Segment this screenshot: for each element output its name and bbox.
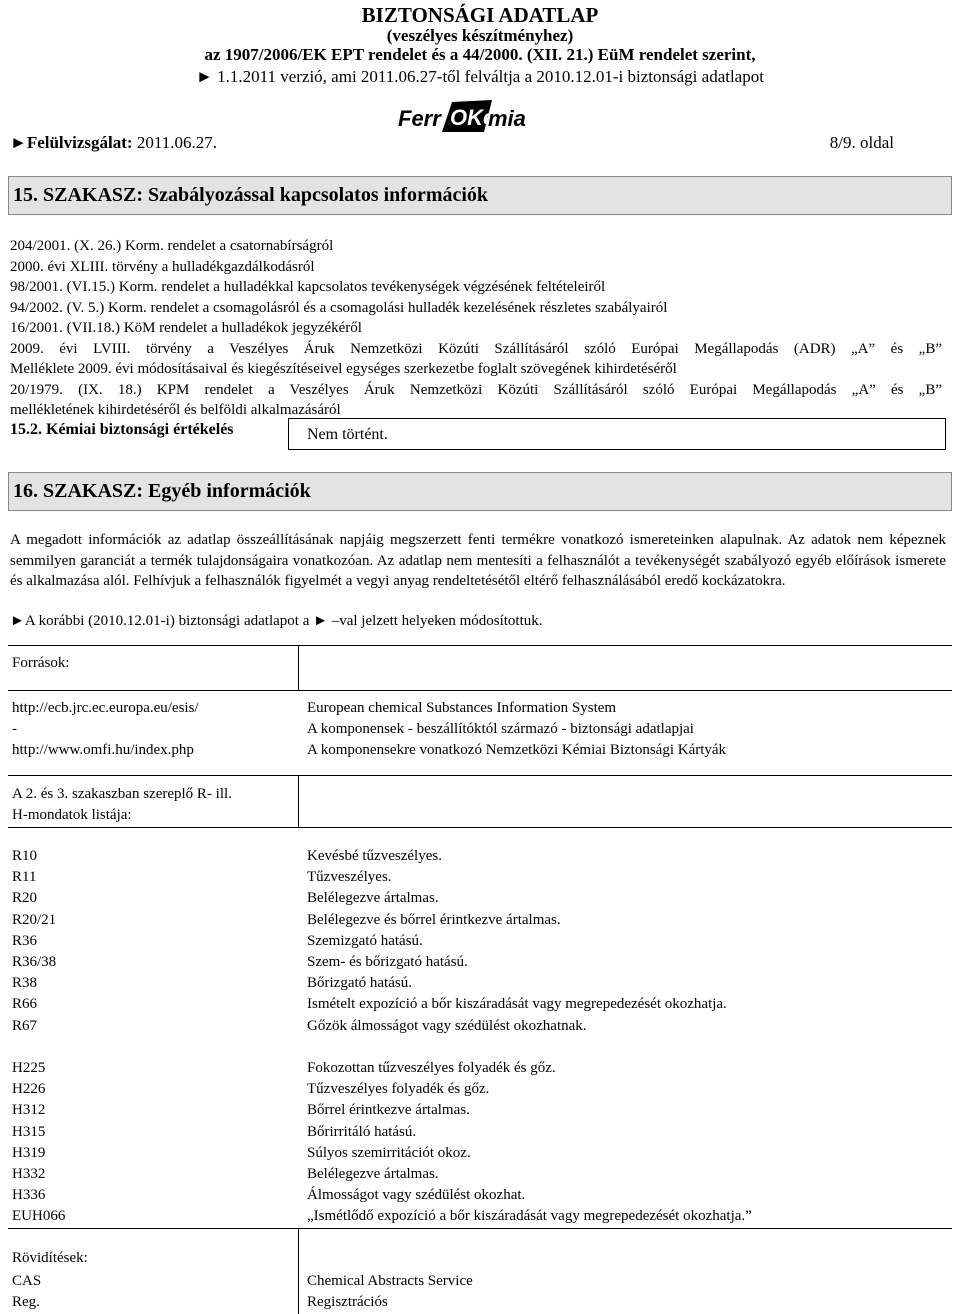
- h-phrase-text: Súlyos szemirritációt okoz.: [307, 1144, 471, 1161]
- sources-label: Források:: [12, 655, 70, 671]
- review-label: ►Felülvizsgálat:: [10, 133, 133, 152]
- divider: [298, 645, 299, 690]
- r-phrase-text: Szem- és bőrizgató hatású.: [307, 954, 468, 971]
- divider: [8, 827, 952, 828]
- review-info: [10, 133, 217, 153]
- ferrokemia-logo: [396, 96, 526, 136]
- r-phrase-text: Szemizgató hatású.: [307, 932, 423, 949]
- r-phrase-text: Kevésbé tűzveszélyes.: [307, 848, 442, 864]
- h-phrase-text: „Ismétlődő expozíció a bőr kiszáradását vagy megrepedezését okozhatja.”: [307, 1208, 752, 1225]
- section-15-regulations: [10, 236, 942, 421]
- document-subtitle: (veszélyes készítményhez): [386, 26, 574, 45]
- r-phrase-text: Belélegezve és bőrrel érintkezve ártalmas.: [307, 911, 561, 928]
- h-phrase-text: Bőrirritáló hatású.: [307, 1123, 417, 1140]
- divider: [8, 645, 952, 646]
- abbrev-text: Regisztrációs: [307, 1294, 388, 1311]
- abbrev-label: Rövidítések:: [12, 1250, 88, 1266]
- regulation-item: mellékletének kihirdetéséről és belföldi alkalmazásáról: [10, 402, 341, 418]
- phrases-label-line: H-mondatok listája:: [12, 807, 132, 824]
- h-phrase-code: H315: [12, 1123, 46, 1140]
- h-phrase-code: H225: [12, 1060, 46, 1076]
- divider: [298, 1228, 299, 1314]
- h-phrase-text: Álmosságot vagy szédülést okozhat.: [307, 1187, 526, 1204]
- h-phrase-code: H226: [12, 1081, 46, 1098]
- regulation-item: 94/2002. (V. 5.) Korm. rendelet a csomagolásról és a csomagolási hulladék kezelésének részletes szabályairól: [10, 299, 668, 316]
- r-phrase-texts: [307, 846, 727, 1037]
- svg-text:OKé: OKé: [450, 105, 496, 130]
- regulation-item: 16/2001. (VII.18.) KöM rendelet a hulladékok jegyzékéről: [10, 320, 362, 336]
- source-url: http://www.omfi.hu/index.php: [12, 742, 194, 759]
- r-phrase-code: R36/38: [12, 954, 57, 971]
- r-phrase-text: Bőrizgató hatású.: [307, 975, 412, 992]
- divider: [298, 775, 299, 827]
- chem-safety-value: Nem történt.: [307, 426, 388, 443]
- r-phrase-codes: [12, 846, 56, 1037]
- abbrev-text: Chemical Abstracts Service: [307, 1273, 473, 1289]
- h-phrase-text: Fokozottan tűzveszélyes folyadék és gőz.: [307, 1060, 556, 1076]
- source-description: European chemical Substances Information System: [307, 700, 617, 716]
- review-date: 2011.06.27.: [136, 133, 217, 152]
- h-phrase-codes: [12, 1058, 65, 1228]
- chem-safety-label: 15.2. Kémiai biztonsági értékelés: [10, 421, 234, 438]
- sources-right-column: [307, 698, 726, 762]
- h-phrase-text: Belélegezve ártalmas.: [307, 1166, 439, 1183]
- h-phrase-code: H336: [12, 1187, 46, 1204]
- section-15-heading: 15. SZAKASZ: Szabályozással kapcsolatos információk: [8, 176, 952, 215]
- document-title: BIZTONSÁGI ADATLAP: [361, 3, 599, 27]
- r-phrase-code: R10: [12, 848, 38, 864]
- regulation-line: az 1907/2006/EK EPT rendelet és a 44/2000. (XII. 21.) EüM rendelet szerint,: [204, 45, 756, 64]
- r-phrase-code: R66: [12, 996, 38, 1013]
- h-phrase-text: Tűzveszélyes folyadék és gőz.: [307, 1081, 490, 1098]
- divider: [8, 690, 952, 691]
- abbrev-texts: [307, 1271, 473, 1313]
- h-phrase-code: H312: [12, 1102, 46, 1119]
- divider: [8, 1228, 952, 1229]
- sources-left-column: [12, 698, 199, 762]
- page-number: 8/9. oldal: [829, 133, 894, 152]
- regulation-item: 2009. évi LVIII. törvény a Veszélyes Áruk Nemzetközi Közúti Szállításáról szóló Európai Megállapodás (ADR) „A” és „B”: [10, 340, 942, 357]
- r-phrase-code: R67: [12, 1017, 38, 1034]
- abbrev-codes: [12, 1271, 41, 1313]
- disclaimer-paragraph: A megadott információk az adatlap összeállításának napjáig megszerzett fenti termékre vonatkozó ismereteinken alapulnak. Az adatok nem képeznek semmilyen garanciát a termék tulajdonságaira vonatkozóan. Az adatlap nem mentesíti a felhasználót a tevékenységét szabályozó egyéb előírások ismerete és alkalmazása alól. Felhívjuk a felhasználók figyelmét a vegyi anyag rendeltetésétől eltérő felhasználásából eredő kockázatokra.: [10, 532, 946, 589]
- r-phrase-code: R20/21: [12, 911, 57, 928]
- h-phrase-code: H319: [12, 1144, 46, 1161]
- svg-text:Ferr: Ferr: [398, 106, 441, 131]
- h-phrase-code: EUH066: [12, 1208, 66, 1225]
- source-url: http://ecb.jrc.ec.europa.eu/esis/: [12, 700, 199, 716]
- version-line: ► 1.1.2011 verzió, ami 2011.06.27-től felváltja a 2010.12.01-i biztonsági adatlapot: [196, 67, 764, 86]
- abbrev-code: Reg.: [12, 1294, 40, 1311]
- svg-text:mia: mia: [488, 106, 526, 131]
- regulation-item: 20/1979. (IX. 18.) KPM rendelet a Veszélyes Áruk Nemzetközi Közúti Szállításáról szóló Európai Megállapodás „A” és „B”: [10, 381, 942, 398]
- r-phrase-code: R38: [12, 975, 38, 992]
- r-phrase-text: Gőzök álmosságot vagy szédülést okozhatnak.: [307, 1017, 587, 1034]
- source-description: A komponensek - beszállítóktól származó - biztonsági adatlapjai: [307, 721, 694, 738]
- r-phrase-code: R36: [12, 932, 38, 949]
- r-phrase-code: R20: [12, 890, 38, 907]
- h-phrase-texts: [307, 1058, 752, 1228]
- source-description: A komponensekre vonatkozó Nemzetközi Kémiai Biztonsági Kártyák: [307, 742, 727, 759]
- regulation-item: Melléklete 2009. évi módosításaival és kiegészítéseivel egységes szerkezetbe foglalt szövegének kihirdetéséről: [10, 361, 677, 377]
- source-url: -: [12, 721, 17, 738]
- chem-safety-box: [288, 418, 946, 450]
- h-phrase-text: Bőrrel érintkezve ártalmas.: [307, 1102, 470, 1119]
- regulation-item: 2000. évi XLIII. törvény a hulladékgazdálkodásról: [10, 258, 315, 275]
- r-phrase-text: Belélegezve ártalmas.: [307, 890, 439, 907]
- phrases-label: [12, 784, 232, 826]
- r-phrase-text: Tűzveszélyes.: [307, 869, 392, 886]
- phrases-label-line: A 2. és 3. szakaszban szereplő R- ill.: [12, 786, 232, 802]
- r-phrase-text: Ismételt expozíció a bőr kiszáradását vagy megrepedezését okozhatja.: [307, 996, 727, 1013]
- abbrev-code: CAS: [12, 1273, 42, 1289]
- regulation-item: 204/2001. (X. 26.) Korm. rendelet a csatornabírságról: [10, 238, 334, 254]
- regulation-item: 98/2001. (VI.15.) Korm. rendelet a hulladékkal kapcsolatos tevékenységek végzésének feltételeiről: [10, 279, 606, 295]
- r-phrase-code: R11: [12, 869, 37, 886]
- modified-note: ►A korábbi (2010.12.01-i) biztonsági adatlapot a ► –val jelzett helyeken módosítottuk.: [10, 613, 543, 629]
- divider: [8, 775, 952, 776]
- h-phrase-code: H332: [12, 1166, 46, 1183]
- section-16-heading: 16. SZAKASZ: Egyéb információk: [8, 472, 952, 511]
